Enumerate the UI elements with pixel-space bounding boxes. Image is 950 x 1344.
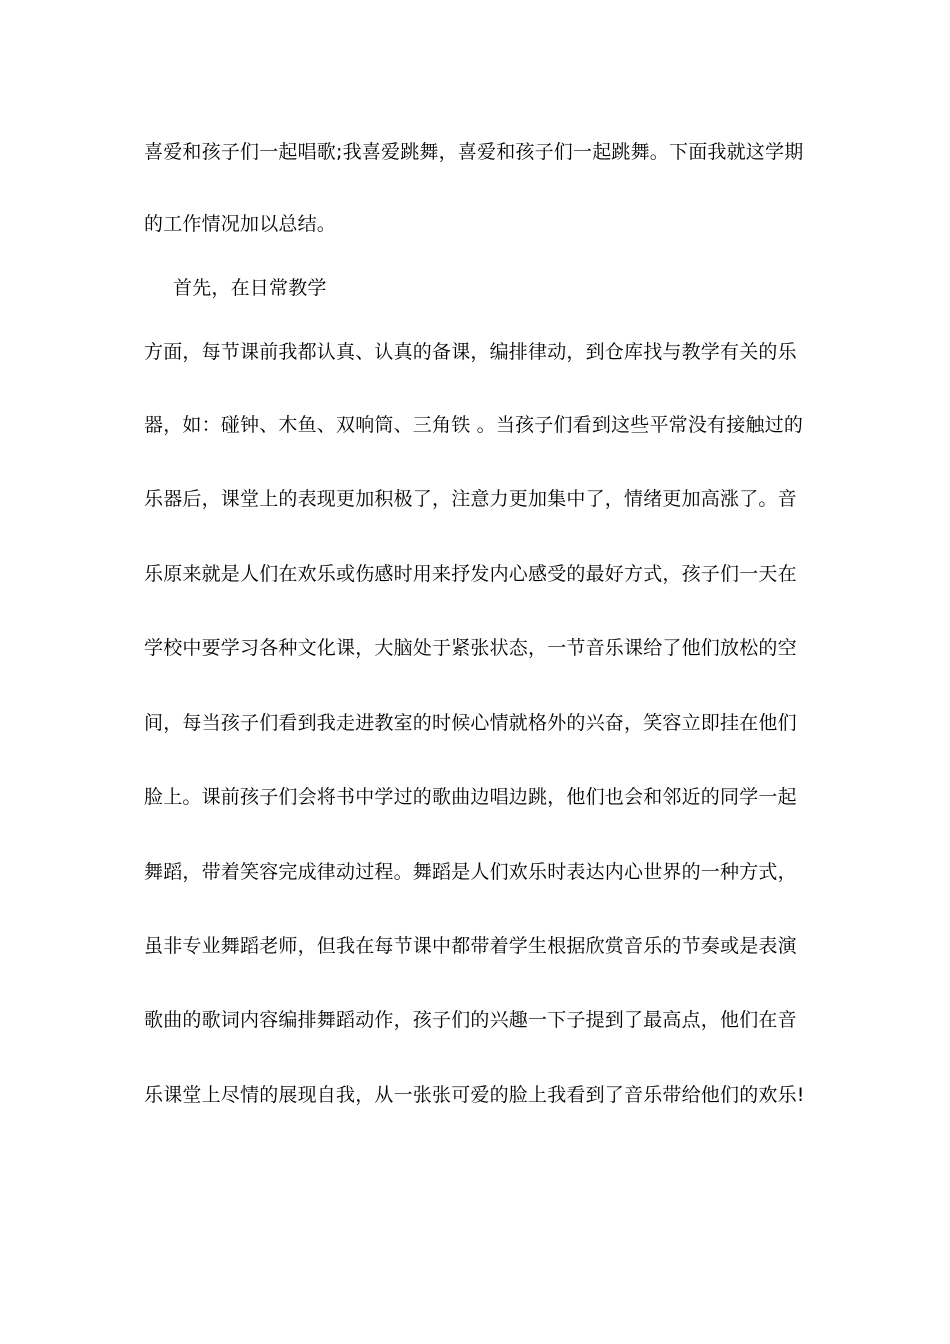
text-line: 舞蹈，带着笑容完成律动过程。舞蹈是人们欢乐时表达内心世界的一种方式， bbox=[144, 861, 797, 883]
text-line: 喜爱和孩子们一起唱歌;我喜爱跳舞，喜爱和孩子们一起跳舞。下面我就这学期 bbox=[144, 141, 804, 163]
text-line: 器，如：碰钟、木鱼、双响筒、三角铁 。当孩子们看到这些平常没有接触过的 bbox=[144, 414, 804, 436]
text-line: 歌曲的歌词内容编排舞蹈动作，孩子们的兴趣一下子提到了最高点，他们在音 bbox=[144, 1009, 797, 1031]
text-line: 学校中要学习各种文化课，大脑处于紧张状态，一节音乐课给了他们放松的空 bbox=[144, 637, 797, 659]
text-line: 方面，每节课前我都认真、认真的备课，编排律动，到仓库找与教学有关的乐 bbox=[144, 341, 797, 363]
text-line: 虽非专业舞蹈老师，但我在每节课中都带着学生根据欣赏音乐的节奏或是表演 bbox=[144, 935, 797, 957]
text-line: 乐原来就是人们在欢乐或伤感时用来抒发内心感受的最好方式，孩子们一天在 bbox=[144, 563, 797, 585]
text-line: 乐课堂上尽情的展现自我，从一张张可爱的脸上我看到了音乐带给他们的欢乐! bbox=[144, 1084, 805, 1106]
text-line: 的工作情况加以总结。 bbox=[144, 213, 337, 235]
paragraph-start-line: 首先，在日常教学 bbox=[173, 277, 327, 299]
text-line: 乐器后，课堂上的表现更加积极了，注意力更加集中了，情绪更加高涨了。音 bbox=[144, 488, 797, 510]
text-line: 间，每当孩子们看到我走进教室的时候心情就格外的兴奋，笑容立即挂在他们 bbox=[144, 712, 797, 734]
text-line: 脸上。课前孩子们会将书中学过的歌曲边唱边跳，他们也会和邻近的同学一起 bbox=[144, 786, 797, 808]
